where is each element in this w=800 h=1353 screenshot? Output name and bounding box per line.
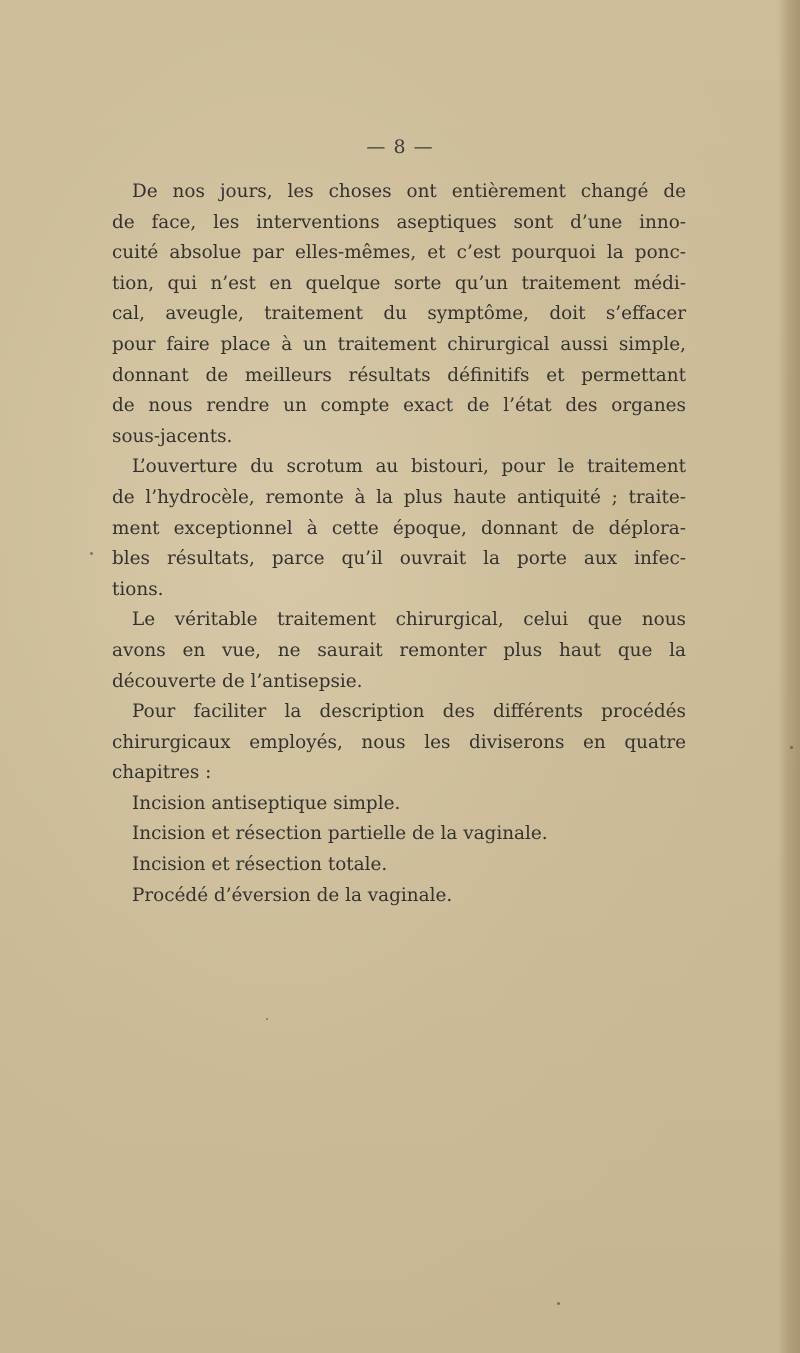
text-line: sous-jacents. xyxy=(112,425,233,447)
text-line: cal, aveugle, traitement du symptôme, doit s’effacer xyxy=(112,303,686,325)
text-line: chapitres : xyxy=(112,762,212,784)
body-text xyxy=(112,177,686,911)
text-line: pour faire place à un traitement chirurgical aussi simple, xyxy=(112,333,686,355)
ink-speck xyxy=(266,1018,268,1020)
text-line: de nous rendre un compte exact de l’état des organes xyxy=(112,395,686,417)
text-line: De nos jours, les choses ont entièrement changé de xyxy=(132,181,686,202)
list-item: Incision et résection partielle de la vaginale. xyxy=(132,823,548,845)
text-line: tions. xyxy=(112,578,164,600)
list-item: Procédé d’éversion de la vaginale. xyxy=(132,884,453,906)
list-item: Incision antiseptique simple. xyxy=(132,792,401,814)
ink-speck xyxy=(90,552,93,555)
text-line: chirurgicaux employés, nous les diviserons en quatre xyxy=(112,731,686,753)
text-line: L’ouverture du scrotum au bistouri, pour le traitement xyxy=(132,456,686,478)
page-number: — 8 — xyxy=(366,136,434,158)
text-line: donnant de meilleurs résultats définitifs et permettant xyxy=(112,364,686,386)
text-line: ment exceptionnel à cette époque, donnant de déplora- xyxy=(112,517,686,539)
page-edge-shadow xyxy=(778,0,800,1353)
text-line: découverte de l’antisepsie. xyxy=(112,670,363,692)
ink-speck xyxy=(557,1302,560,1305)
text-line: tion, qui n’est en quelque sorte qu’un traitement médi- xyxy=(112,272,686,294)
text-line: de l’hydrocèle, remonte à la plus haute antiquité ; traite- xyxy=(112,486,686,508)
ink-speck xyxy=(790,746,793,749)
text-line: cuité absolue par elles-mêmes, et c’est pourquoi la ponc- xyxy=(112,242,686,264)
text-line: Pour faciliter la description des différents procédés xyxy=(132,701,686,723)
text-line: avons en vue, ne saurait remonter plus haut que la xyxy=(112,639,686,661)
text-line: bles résultats, parce qu’il ouvrait la porte aux infec- xyxy=(112,548,686,570)
list-item: Incision et résection totale. xyxy=(132,854,388,876)
text-line: Le véritable traitement chirurgical, celui que nous xyxy=(132,609,686,631)
text-line: de face, les interventions aseptiques sont d’une inno- xyxy=(112,211,686,233)
